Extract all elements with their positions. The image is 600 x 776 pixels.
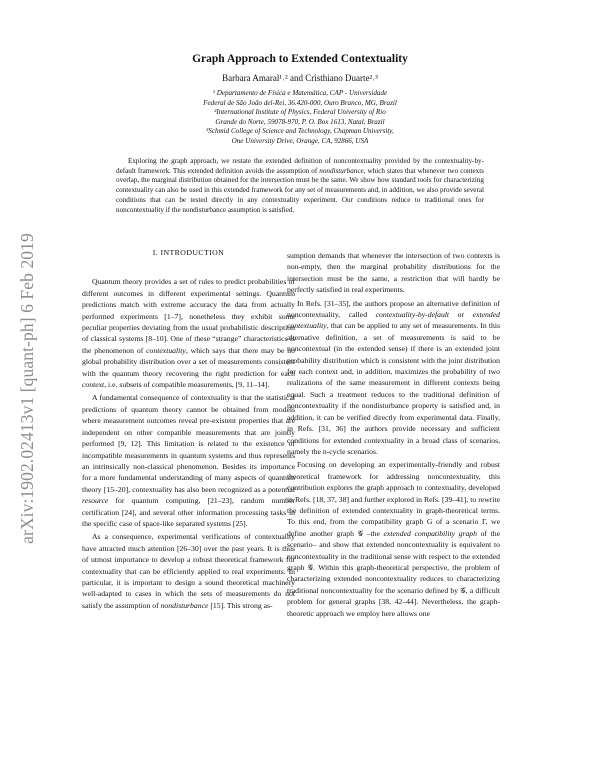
body-text: or	[449, 310, 473, 320]
abstract-emphasis: nondisturbance	[319, 166, 364, 175]
body-text: for quantum computing, [21–23], random number certification [24], and several other information processing tasks in the specific case of space-like separated systems [25].	[82, 496, 295, 528]
body-text: , which says that there may be no global probability distribution over a set of measurements consistent with the quantum theory recovering the right prediction for each	[82, 345, 295, 378]
abstract	[116, 157, 484, 215]
paper-title: Graph Approach to Extended Contextuality	[192, 53, 408, 65]
author-list: Barbara Amaral¹˒² and Cristhiano Duarte²˒³	[222, 73, 378, 83]
body-paragraph	[287, 459, 500, 619]
body-paragraph	[82, 531, 295, 611]
body-emphasis: extended contextuality	[287, 310, 500, 331]
body-text: Quantum theory provides a set of rules to predict probabilities of different outcomes in different experimental settings. Quantum predictions match with extreme accuracy the data from actually performed experiments [1–7], nonetheless they exhibit some peculiar properties deviating from the usual probabilistic description of classical systems [8–10]. One of these “strange” characteristics is the phenomenon of	[82, 277, 295, 355]
body-text: Focusing on developing an experimentally-friendly and robust theoretical framework for addressing noncontextuality, this contribution explores the graph approach to contextuality, developed in Refs. [18, 37, 38] and further explored in Refs. [39–41], to rewrite the definition of extended contextuality in graph-theoretical terms. To this end, from the compatibility graph G of a scenario Γ, we define another graph 𝒢 –the	[287, 460, 500, 538]
abstract-text: Exploring the graph approach, we restate the extended definition of noncontextuality provided by the contextuality-by-default framework. This extended definition avoids the assumption of	[116, 157, 484, 175]
body-emphasis: nondisturbance	[160, 600, 209, 610]
arxiv-id-text: arXiv:1902.02413v1 [quant-ph] 6 Feb 2019	[16, 232, 37, 544]
body-emphasis: extended compatibility graph	[383, 528, 477, 538]
affiliation-line: Grande do Norte, 59078-970, P. O. Box 1613, Natal, Brazil	[215, 117, 385, 126]
body-paragraph	[82, 392, 295, 529]
body-paragraph	[287, 298, 500, 458]
body-text: As a consequence, experimental verifications of contextuality have attracted much attention [26–30] over the past years. It is thus of utmost importance to develop a robust theoretical framework for contextuality that can be efficiently applied to real experiments. In particular, it is important to design a sound theoretical machinery well-adapted to cases in which the sets of measurements do not satisfy the assumption of	[82, 532, 295, 610]
body-emphasis: contextuality	[146, 345, 186, 355]
abstract-paragraph	[116, 157, 484, 215]
body-text: , i.e. subsets of compatible measurements, [9, 11–14].	[104, 380, 270, 390]
body-text: of the scenario– and show that extended noncontextuality is equivalent to noncontextuality in the traditional sense with respect to the extended graph 𝒢. Within this graph-theoretical perspective, the problem of characterizing extended noncontextuality reduces to characterizing traditional noncontextuality for the scenario defined by 𝒢, a difficult problem for general graphs [38, 42–44]. Nevertheless, the graph-theoretic approach we employ here allows one	[287, 528, 500, 618]
affiliation-line: One University Drive, Orange, CA, 92866, USA	[231, 136, 369, 145]
section-title: I. INTRODUCTION	[152, 248, 225, 257]
left-column	[82, 247, 295, 613]
arxiv-identifier-stamp	[14, 196, 40, 580]
body-text: In Refs. [31–35], the authors propose an alternative definition of noncontextuality, called	[287, 298, 500, 320]
affiliation-line: ²International Institute of Physics, Federal University of Rio	[214, 108, 386, 117]
body-emphasis: context	[82, 380, 105, 390]
body-text: , that can be applied to any set of measurements. In this alternative definition, a set of measurements is said to be noncontextual (in the extended sense) if there is an extended joint probability distribution which is consistent with the joint distribution for each context and, in addition, maximizes the probability of two realizations of the same measurement in different contexts being equal. Such a treatment reduces to the traditional definition of noncontextuality if the nondisturbance property is satisfied and, in addition, it can be verified directly from experimental data. Finally, in Refs. [31, 36] the authors provide necessary and sufficient conditions for extended contextuality in a broad class of scenarios, namely the n-cycle scenarios.	[287, 321, 500, 456]
body-emphasis: contextuality-by-default	[375, 310, 450, 320]
affiliation-line: Federal de São João del-Rei, 36.420-000, Ouro Branco, MG, Brazil	[203, 98, 397, 107]
right-column	[287, 250, 500, 621]
affiliation-line: ¹ Departamento de Física e Matemática, CAP - Universidade	[212, 89, 388, 97]
body-emphasis: resource	[82, 496, 109, 506]
abstract-text: , which states that whenever two contexts overlap, the marginal distribution obtained for the intersection must be the same. We show how standard tools for characterizing contextuality can also be used in this extended framework for any set of measurements and, in addition, we also provide several conditions that can be tested directly in any contextuality experiment. Our conditions reduce to traditional ones for noncontextuality if the nondisturbance assumption is satisfied.	[116, 166, 484, 214]
affiliation-line: ³Schmid College of Science and Technology, Chapman University,	[206, 127, 394, 136]
body-paragraph	[82, 276, 295, 390]
body-text: A fundamental consequence of contextuality is that the statistical predictions of quantum theory cannot be obtained from models where measurement outcomes reveal pre-existent properties that are independent on other compatible measurements that are jointly performed [9, 12]. This limitation is related to the existence of incompatible measurements in quantum systems and thus represents an intrinsically non-classical phenomenon. Besides its importance for a more fundamental understanding of many aspects of quantum theory [15–20], contextuality has also been recognized as a potential	[82, 393, 295, 494]
body-paragraph: sumption demands that whenever the intersection of two contexts is non-empty, then the marginal probability distributions for the intersection must be the same, a restriction that will hardly be perfectly satisfied in real experiments.	[287, 251, 500, 295]
body-text: [15]. This strong as-	[208, 600, 273, 610]
affiliations	[110, 89, 490, 147]
